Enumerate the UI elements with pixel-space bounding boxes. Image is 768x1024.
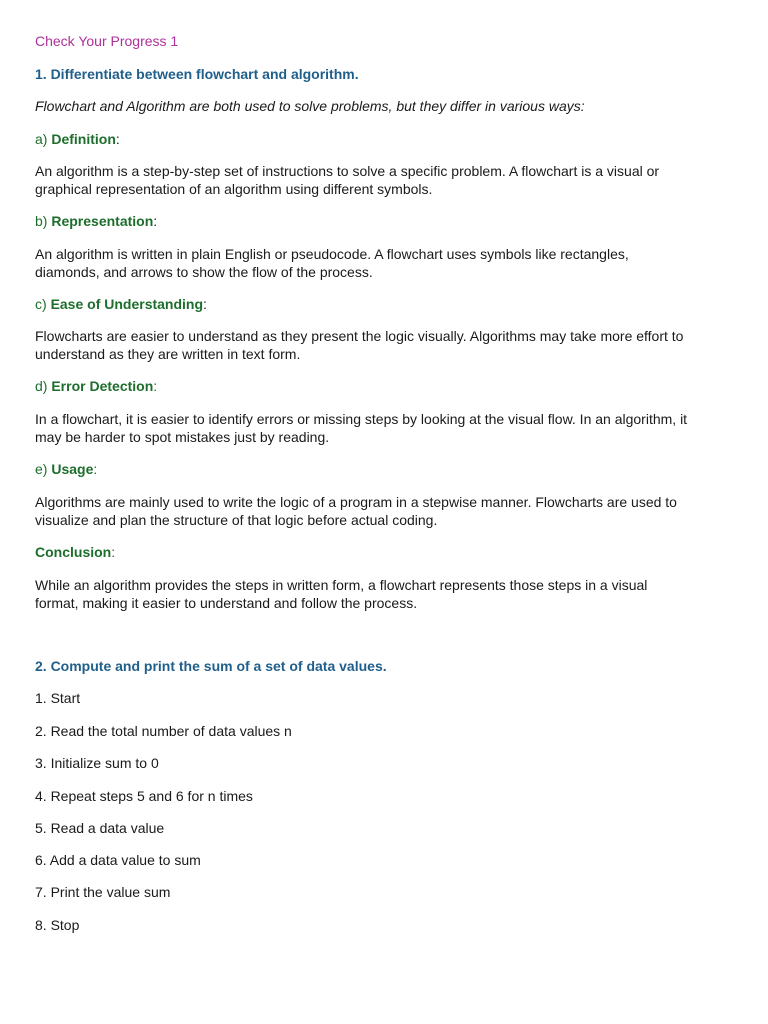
item-colon: : xyxy=(111,544,116,560)
section-header: Check Your Progress 1 xyxy=(35,33,179,49)
representation-paragraph xyxy=(35,245,735,281)
conclusion-heading xyxy=(35,543,115,561)
item-colon: : xyxy=(115,131,120,147)
usage-paragraph xyxy=(35,493,735,529)
item-colon: : xyxy=(93,461,98,477)
ease-heading xyxy=(35,295,207,313)
paragraph-line: In a flowchart, it is easier to identify errors or missing steps by looking at the visual flow. In an algorithm, it xyxy=(35,411,688,427)
usage-heading xyxy=(35,460,97,478)
item-prefix: b) xyxy=(35,213,52,229)
step-item: 7. Print the value sum xyxy=(35,884,171,900)
paragraph-line: graphical representation of an algorithm using different symbols. xyxy=(35,181,433,197)
item-prefix: e) xyxy=(35,461,52,477)
item-name: Definition xyxy=(51,131,116,147)
item-prefix: c) xyxy=(35,296,51,312)
item-name: Conclusion xyxy=(35,544,112,560)
ease-paragraph xyxy=(35,327,735,363)
error-detection-paragraph xyxy=(35,410,735,446)
step-item: 2. Read the total number of data values n xyxy=(35,723,292,739)
paragraph-line: Algorithms are mainly used to write the logic of a program in a stepwise manner. Flowcharts are used to xyxy=(35,494,677,510)
item-colon: : xyxy=(153,213,158,229)
paragraph-line: visualize and plan the structure of that logic before actual coding. xyxy=(35,512,438,528)
paragraph-line: An algorithm is written in plain English or pseudocode. A flowchart uses symbols like rectangles, xyxy=(35,246,629,262)
definition-heading xyxy=(35,130,120,148)
step-item: 4. Repeat steps 5 and 6 for n times xyxy=(35,788,253,804)
item-prefix: a) xyxy=(35,131,52,147)
conclusion-paragraph xyxy=(35,576,735,612)
item-prefix: d) xyxy=(35,378,52,394)
question-1-title: 1. Differentiate between flowchart and algorithm. xyxy=(35,66,359,82)
item-name: Error Detection xyxy=(51,378,154,394)
paragraph-line: An algorithm is a step-by-step set of instructions to solve a specific problem. A flowchart is a visual or xyxy=(35,163,660,179)
representation-heading xyxy=(35,212,157,230)
step-item: 1. Start xyxy=(35,690,81,706)
question-1-intro: Flowchart and Algorithm are both used to solve problems, but they differ in various ways: xyxy=(35,98,585,114)
step-item: 5. Read a data value xyxy=(35,820,165,836)
paragraph-line: format, making it easier to understand and follow the process. xyxy=(35,595,418,611)
item-colon: : xyxy=(203,296,207,312)
error-detection-heading xyxy=(35,377,157,395)
item-colon: : xyxy=(153,378,158,394)
item-name: Usage xyxy=(51,461,94,477)
item-name: Ease of Understanding xyxy=(50,296,204,312)
step-item: 3. Initialize sum to 0 xyxy=(35,755,159,771)
item-name: Representation xyxy=(51,213,154,229)
paragraph-line: may be harder to spot mistakes just by reading. xyxy=(35,429,330,445)
definition-paragraph xyxy=(35,162,735,198)
step-item: 8. Stop xyxy=(35,917,80,933)
step-item: 6. Add a data value to sum xyxy=(35,852,201,868)
paragraph-line: Flowcharts are easier to understand as they present the logic visually. Algorithms may take more effort to xyxy=(35,328,684,344)
paragraph-line: While an algorithm provides the steps in written form, a flowchart represents those steps in a visual xyxy=(35,577,648,593)
paragraph-line: understand as they are written in text form. xyxy=(35,346,301,362)
paragraph-line: diamonds, and arrows to show the flow of the process. xyxy=(35,264,373,280)
question-2-title: 2. Compute and print the sum of a set of data values. xyxy=(35,658,387,674)
